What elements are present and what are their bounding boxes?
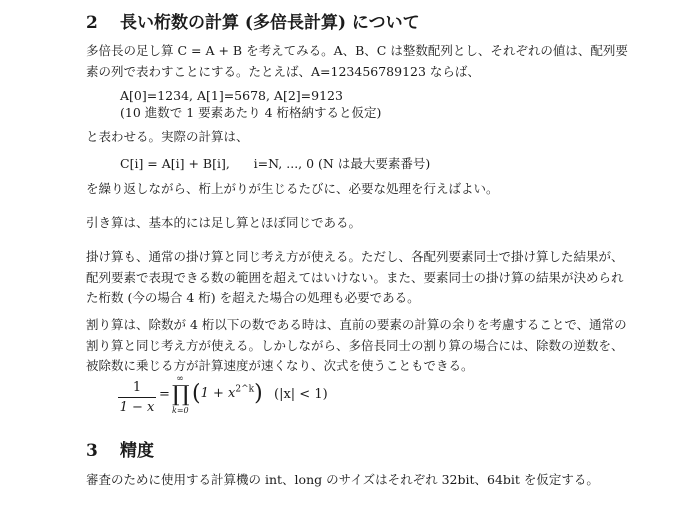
product-lower-limit: k=0 bbox=[172, 406, 189, 415]
product-upper-limit: ∞ bbox=[176, 374, 184, 384]
section-2-title: 長い桁数の計算 (多倍長計算) について bbox=[120, 13, 420, 33]
section-2-paragraph-4: 引き算は、基本的には足し算とほぼ同じである。 bbox=[86, 215, 362, 230]
section-2-number: 2 bbox=[86, 13, 98, 33]
section-2-paragraph-1: 多倍長の足し算 C = A + B を考えてみる。A、B、C は整数配列とし、それぞれの値は、配列要素の列で表わすことにする。たとえば、A=123456789123 ならば、 bbox=[86, 43, 628, 79]
addition-formula-line: C[i] = A[i] + B[i], i=N, ..., 0 (N は最大要素番号) bbox=[120, 156, 431, 171]
equals-sign: = bbox=[159, 387, 170, 402]
example-array-line: A[0]=1234, A[1]=5678, A[2]=9123 bbox=[120, 88, 343, 103]
factor-close-paren: ) bbox=[254, 381, 263, 406]
section-2-paragraph-6: 割り算は、除数が 4 桁以下の数である時は、直前の要素の計算の余りを考慮することで、通常の割り算と同じ考え方が使える。しかしながら、多倍長同士の割り算の場合には、除数の逆数を、被除数に乗じる方が計算速度が速くなり、次式を使うこともできる。 bbox=[86, 317, 627, 373]
product-operator bbox=[172, 375, 188, 415]
product-factor bbox=[192, 381, 263, 406]
section-2-paragraph-3: を繰り返しながら、桁上がりが生じるたびに、必要な処理を行えばよい。 bbox=[86, 181, 499, 196]
fraction-denominator: 1 − x bbox=[119, 400, 155, 415]
product-symbol: ∏ bbox=[172, 382, 190, 407]
section-2-paragraph-5: 掛け算も、通常の掛け算と同じ考え方が使える。ただし、各配列要素同士で掛け算した結果が、配列要素で表現できる数の範囲を超えてはいけない。また、要素同士の掛け算の結果が決められた桁数 (今の場合 4 桁) を超えた場合の処理も必要である。 bbox=[86, 249, 624, 305]
section-3-number: 3 bbox=[86, 441, 98, 461]
factor-exponent: 2^k bbox=[235, 384, 255, 395]
section-2-heading bbox=[86, 8, 420, 33]
factor-body: 1 + x bbox=[200, 386, 236, 401]
fraction-numerator: 1 bbox=[132, 380, 142, 395]
section-3-paragraph-1: 審査のために使用する計算機の int、long のサイズはそれぞれ 32bit、64bit を仮定する。 bbox=[86, 472, 599, 487]
fraction-bar bbox=[118, 397, 156, 398]
fraction bbox=[118, 380, 156, 416]
section-2-paragraph-2: と表わせる。実際の計算は、 bbox=[86, 129, 249, 144]
section-3-title: 精度 bbox=[120, 441, 154, 461]
factor-open-paren: ( bbox=[192, 381, 201, 406]
example-assumption-line: (10 進数で 1 要素あたり 4 桁格納すると仮定) bbox=[120, 105, 382, 120]
section-3-heading bbox=[86, 436, 154, 461]
equation-condition: (|x| < 1) bbox=[274, 387, 328, 402]
